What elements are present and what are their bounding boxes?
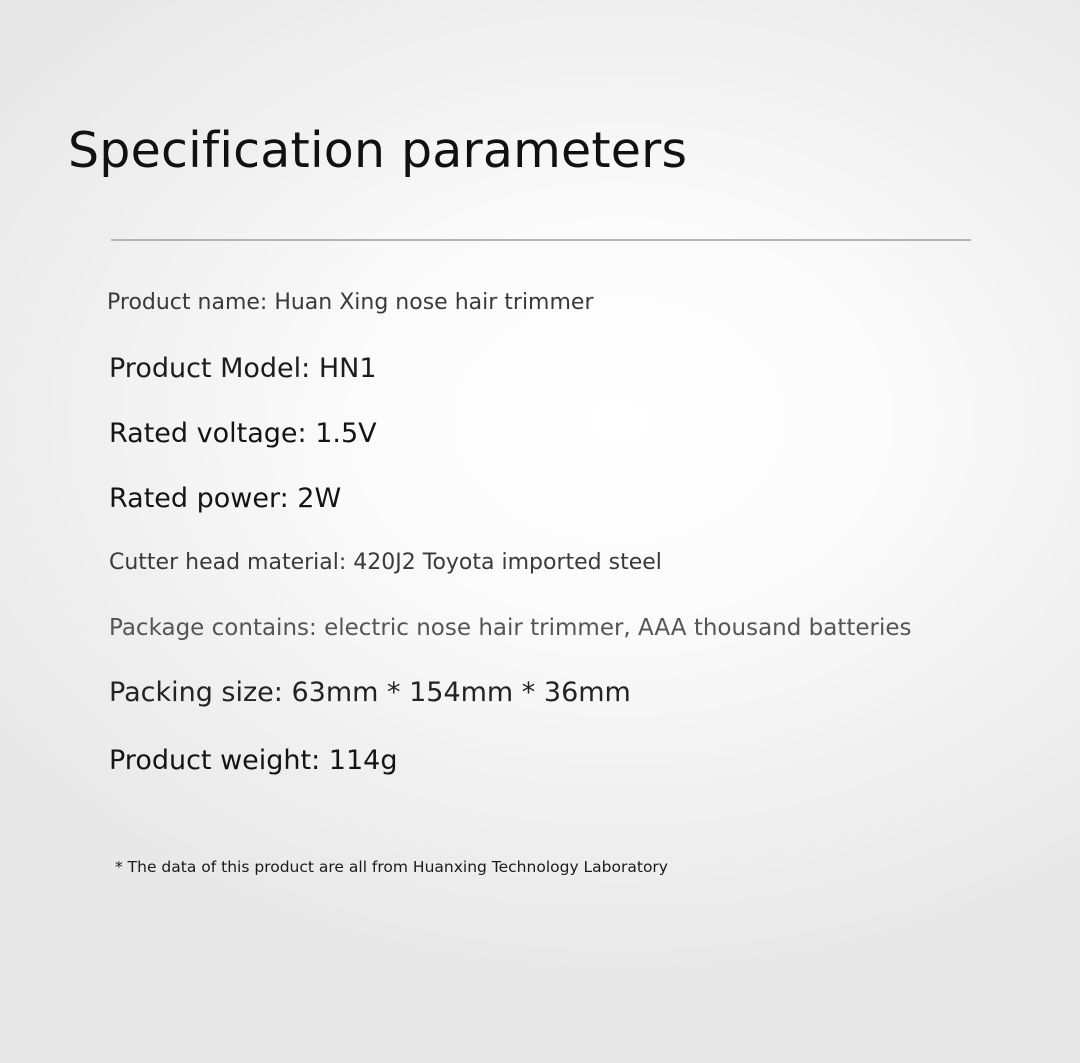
data-source-footnote: * The data of this product are all from Huanxing Technology Laboratory (115, 858, 668, 876)
spec-product-weight: Product weight: 114g (109, 745, 398, 776)
spec-package-contents: Package contains: electric nose hair trimmer, AAA thousand batteries (109, 615, 912, 641)
spec-product-model: Product Model: HN1 (109, 353, 377, 384)
spec-product-name: Product name: Huan Xing nose hair trimmer (107, 290, 594, 315)
page-title: Specification parameters (68, 122, 688, 179)
spec-cutter-head-material: Cutter head material: 420J2 Toyota imported steel (109, 550, 662, 575)
title-divider (111, 239, 971, 241)
spec-packing-size: Packing size: 63mm * 154mm * 36mm (109, 677, 631, 708)
spec-rated-voltage: Rated voltage: 1.5V (109, 418, 377, 449)
spec-rated-power: Rated power: 2W (109, 483, 342, 514)
